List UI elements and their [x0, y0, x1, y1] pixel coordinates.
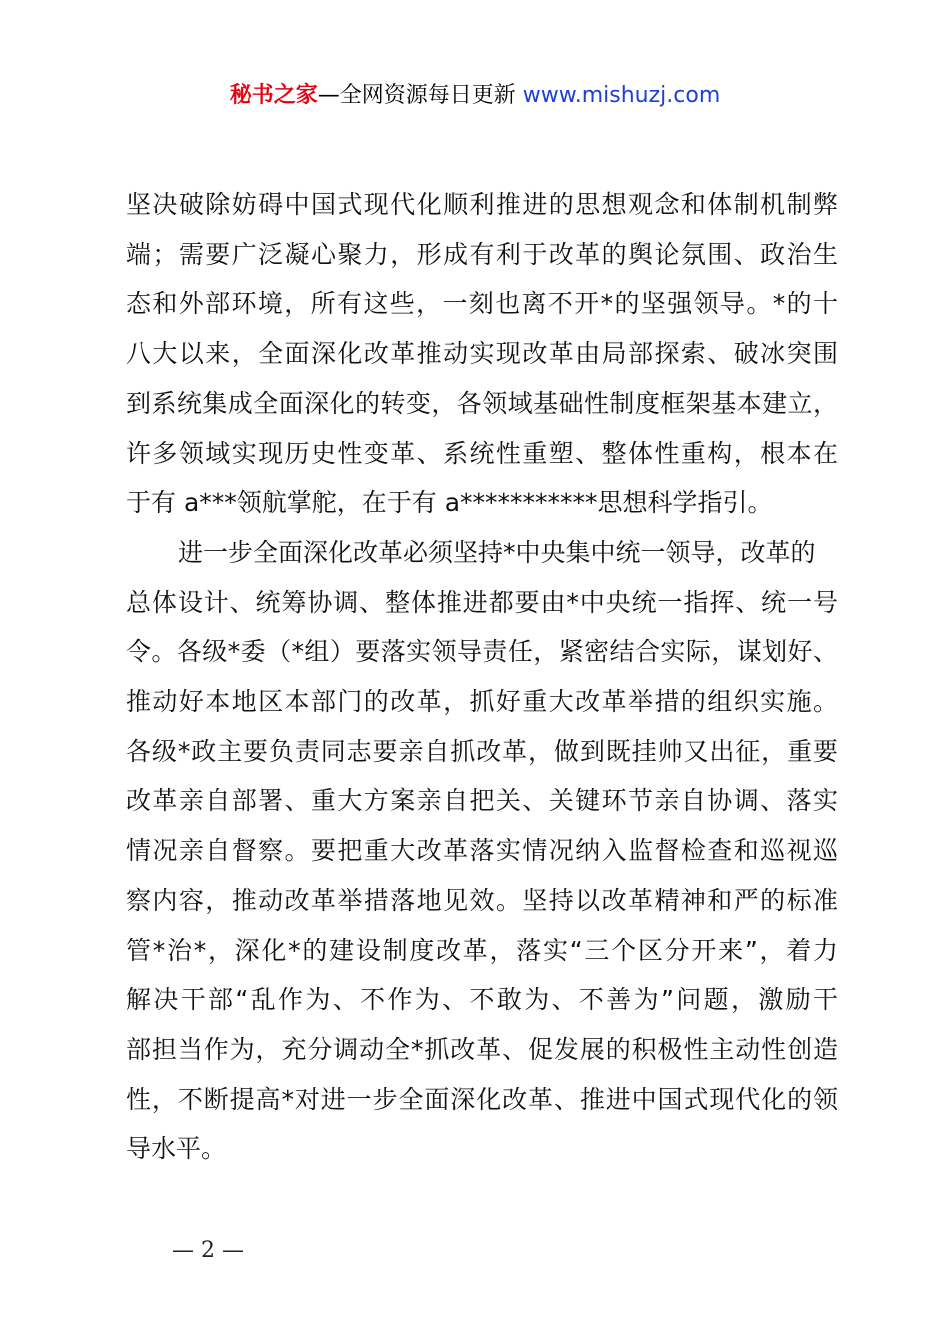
text-line: 部担当作为，充分调动全*抓改革、促发展的积极性主动性创造 [126, 1034, 838, 1064]
text-line: 管*治*，深化*的建设制度改革，落实“三个区分开来”，着力 [126, 935, 838, 965]
text-line: 改革亲自部署、重大方案亲自把关、关键环节亲自协调、落实 [126, 786, 838, 816]
paragraph [126, 528, 838, 1174]
text-line: 进一步全面深化改革必须坚持*中央集中统一领导，改革的 [178, 537, 816, 567]
text-line: 察内容，推动改革举措落地见效。坚持以改革精神和严的标准 [126, 885, 838, 915]
header-slogan: —全网资源每日更新 [317, 83, 523, 108]
text-line: 态和外部环境，所有这些，一刻也离不开*的坚强领导。*的十 [126, 289, 838, 319]
text-line: 令。各级*委（*组）要落实领导责任，紧密结合实际，谋划好、 [126, 637, 838, 667]
text-line: 推动好本地区本部门的改革，抓好重大改革举措的组织实施。 [126, 687, 838, 717]
text-line: 端；需要广泛凝心聚力，形成有利于改革的舆论氛围、政治生 [126, 239, 838, 269]
text-line: 到系统集成全面深化的转变，各领域基础性制度框架基本建立， [126, 388, 838, 418]
text-line: 导水平。 [126, 1134, 227, 1164]
text-line: 情况亲自督察。要把重大改革落实情况纳入监督检查和巡视巡 [126, 836, 838, 866]
page-number: — 2 — [172, 1238, 244, 1263]
website-url[interactable]: www.mishuzj.com [522, 83, 721, 108]
text-line: 许多领域实现历史性变革、系统性重塑、整体性重构，根本在 [126, 438, 838, 468]
text-line: 总体设计、统筹协调、整体推进都要由*中央统一指挥、统一号 [126, 587, 838, 617]
text-line: 性，不断提高*对进一步全面深化改革、推进中国式现代化的领 [126, 1084, 838, 1114]
text-line: 于有 a***领航掌舵，在于有 a***********思想科学指引。 [126, 488, 773, 518]
page-header [0, 80, 950, 112]
brand-name: 秘书之家 [229, 83, 318, 108]
text-line: 坚决破除妨碍中国式现代化顺利推进的思想观念和体制机制弊 [126, 190, 838, 219]
text-line: 解决干部“乱作为、不作为、不敢为、不善为”问题，激励干 [126, 985, 838, 1015]
text-line: 各级*政主要负责同志要亲自抓改革，做到既挂帅又出征，重要 [126, 736, 838, 766]
paragraph [126, 180, 838, 528]
document-body [126, 180, 838, 1174]
text-line: 八大以来，全面深化改革推动实现改革由局部探索、破冰突围 [126, 339, 838, 369]
